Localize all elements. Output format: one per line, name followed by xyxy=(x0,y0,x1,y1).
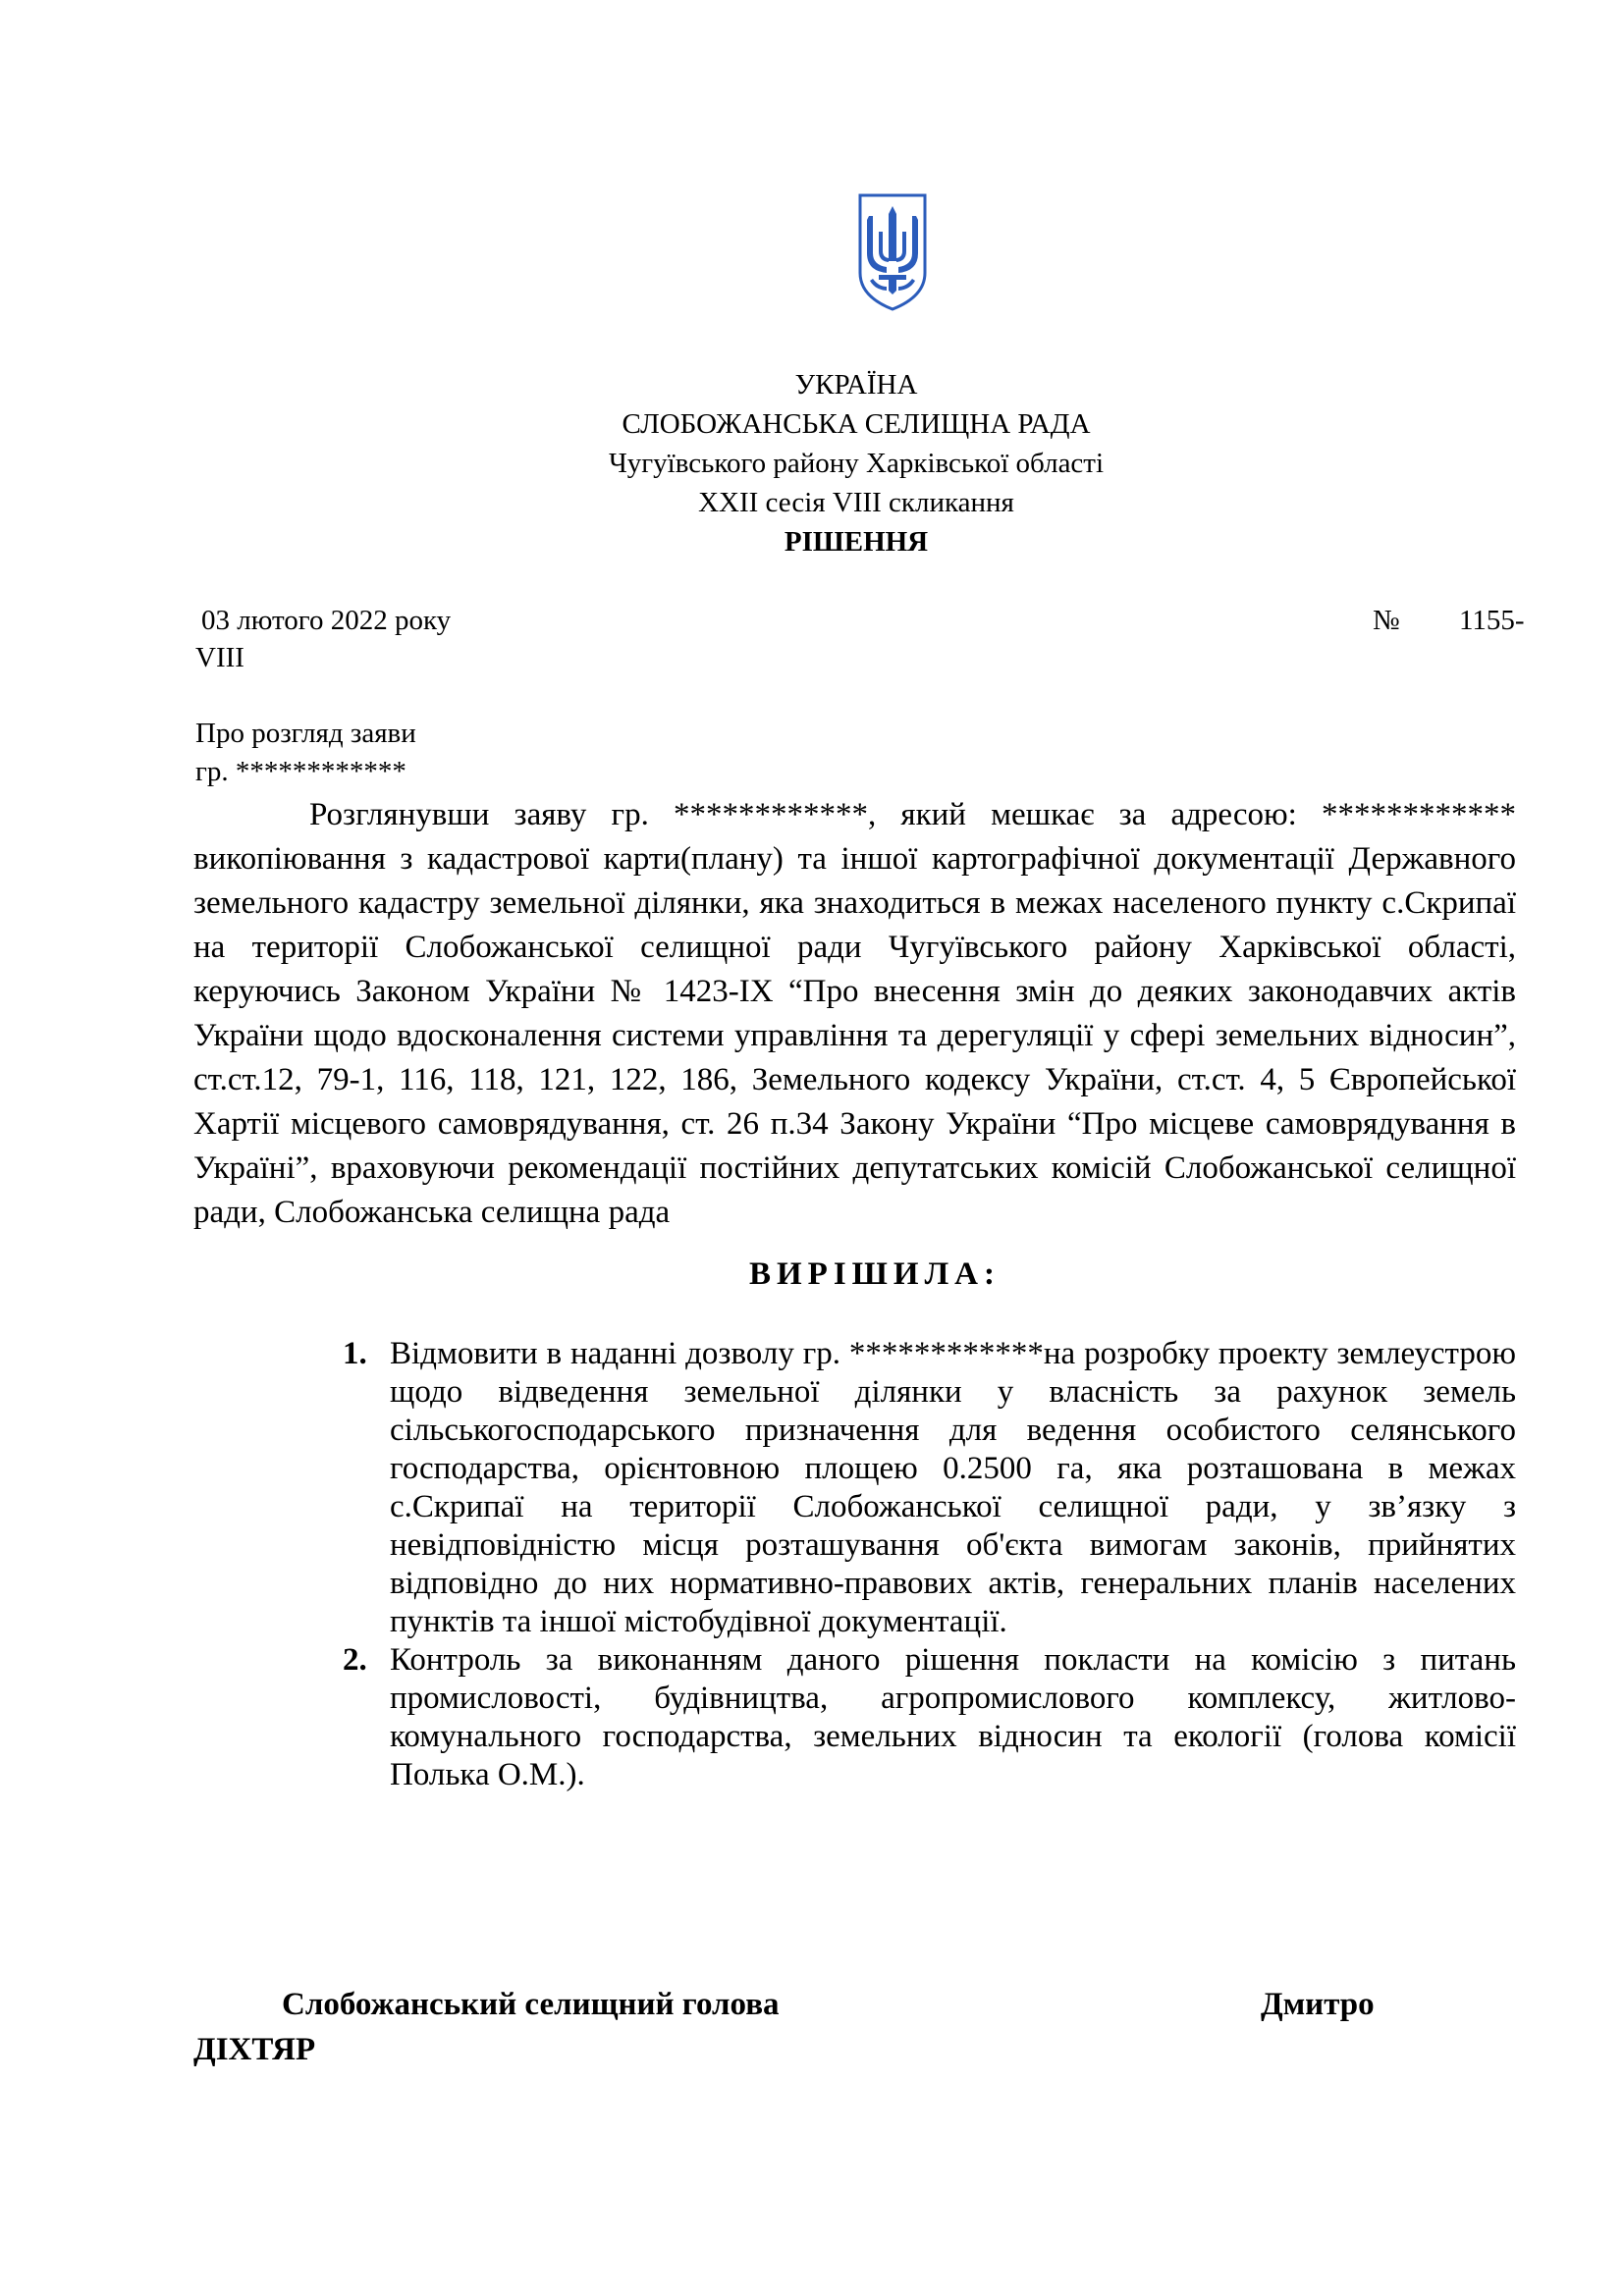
decision-item xyxy=(343,1335,1516,1641)
document-header xyxy=(0,365,1624,561)
signature-last-name: ДІХТЯР xyxy=(193,2032,316,2067)
decision-item-text: Контроль за виконанням даного рішення покласти на комісію з питань промисловості, будівництва, агропромислового комплексу, житлово-комунального господарства, земельних відносин та екології (голова комісії Полька О.М.). xyxy=(390,1642,1516,1792)
preamble-section xyxy=(193,793,1516,1235)
coat-of-arms-icon xyxy=(857,192,928,312)
document-date: 03 лютого 2022 року xyxy=(201,605,452,636)
decided-heading: ВИРІШИЛА: xyxy=(749,1256,1001,1292)
subject-line-2: гр. ************ xyxy=(195,756,406,787)
council-name: СЛОБОЖАНСЬКА СЕЛИЩНА РАДА xyxy=(622,408,1091,440)
decision-item xyxy=(343,1641,1516,1794)
country-name: УКРАЇНА xyxy=(794,369,918,400)
decision-item-number: 2. xyxy=(343,1642,367,1678)
district-name: Чугуївського району Харківської області xyxy=(608,448,1105,479)
signature-first-name: Дмитро xyxy=(1261,1987,1375,2022)
decision-list xyxy=(343,1335,1516,1794)
signature-position: Слобожанський селищний голова xyxy=(282,1987,780,2022)
document-number-suffix: VIII xyxy=(195,642,244,673)
decision-item-number: 1. xyxy=(343,1336,367,1371)
subject-line-1: Про розгляд заяви xyxy=(195,718,416,749)
document-type: РІШЕННЯ xyxy=(784,526,929,558)
decision-item-text: Відмовити в наданні дозволу гр. ************на розробку проекту землеустрою щодо відведення земельної ділянки у власність за рахунок земель сільськогосподарського призначення для ведення особистого селянського господарства, орієнтовною площею 0.2500 га, яка розташована в межах с.Скрипаї на території Слобожанської селищної ради, у зв’язку з невідповідністю місця розташування об'єкта вимогам законів, прийнятих відповідно до них нормативно-правових актів, генеральних планів населених пунктів та іншої містобудівної документації. xyxy=(390,1336,1516,1639)
document-number: 1155- xyxy=(1459,605,1525,636)
session-info: XXII сесія VIII скликання xyxy=(698,487,1014,518)
number-sign: № xyxy=(1373,605,1400,636)
preamble-text: Розглянувши заяву гр. ************, який мешкає за адресою: ************ викопіювання з кадастрової карти(плану) та іншої картографічної документації Державного земельного кадастру земельної ділянки, яка знаходиться в межах населеного пункту с.Скрипаї на території Слобожанської селищної ради Чугуївського району Харківської області, керуючись Законом України № 1423-IX “Про внесення змін до деяких законодавчих актів України щодо вдосконалення системи управління та дерегуляції у сфері земельних відносин”, ст.ст.12, 79-1, 116, 118, 121, 122, 186, Земельного кодексу України, ст.ст. 4, 5 Європейської Хартії місцевого самоврядування, ст. 26 п.34 Закону України “Про місцеве самоврядування в Україні”, враховуючи рекомендації постійних депутатських комісій Слобожанської селищної ради, Слобожанська селищна рада xyxy=(193,797,1516,1230)
